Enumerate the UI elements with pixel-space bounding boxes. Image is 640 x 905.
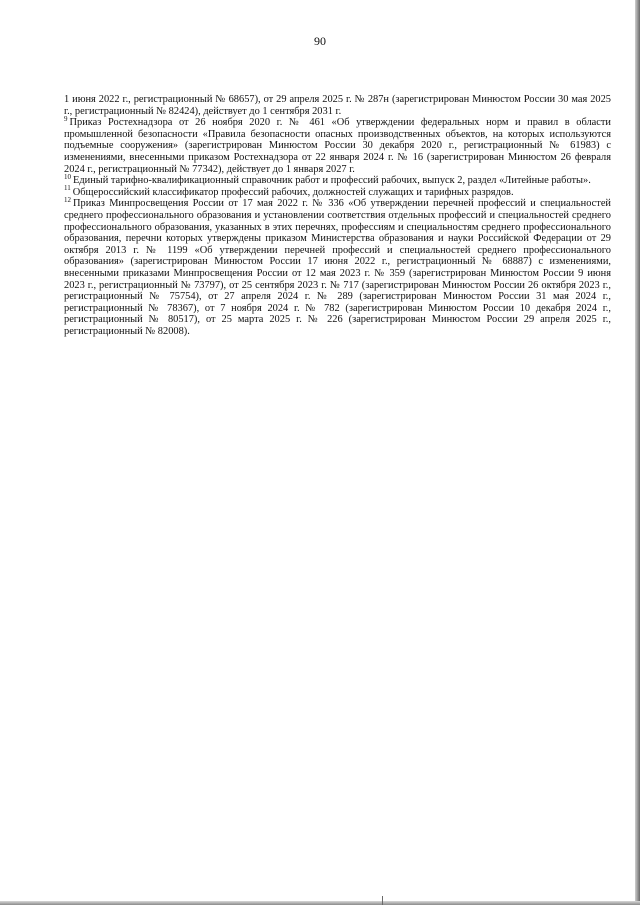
scan-bottom-edge — [0, 901, 640, 905]
footnote-12 — [64, 195, 611, 337]
footnote-text: Общероссийский классификатор профессий рабочих, должностей служащих и тарифных разрядов. — [72, 186, 514, 198]
footnote-text: 1 июня 2022 г., регистрационный № 68657), от 29 апреля 2025 г. № 287н (зарегистрирован Минюстом России 30 мая 2025 г., регистрационный № 82424), действует до 1 сентября 2031 г. — [64, 94, 611, 117]
footnote-11 — [64, 184, 611, 199]
footnote-marker: 9 — [64, 114, 68, 123]
scan-right-edge — [635, 0, 640, 905]
footnote-continuation — [64, 94, 611, 117]
footnote-text: Единый тарифно-квалификационный справочник работ и профессий рабочих, выпуск 2, раздел «Литейные работы». — [73, 175, 591, 187]
footnote-text: Приказ Ростехнадзора от 26 ноября 2020 г. № 461 «Об утверждении федеральных норм и правил в области промышленной безопасности «Правила безопасности опасных производственных объектов, на которых используются подъемные сооружения» (зарегистрирован Минюстом России 30 декабря 2020 г., регистрационный № 61983) с изменениями, внесенными приказом Ростехнадзора от 22 января 2024 г. № 16 (зарегистрирован Минюстом 26 февраля 2024 г., регистрационный № 77342), действует до 1 января 2027 г. — [64, 117, 611, 175]
footnote-9 — [64, 114, 611, 175]
footnote-10 — [64, 172, 611, 187]
footnote-marker: 11 — [64, 184, 71, 193]
scan-edge-mark — [382, 896, 383, 905]
footnote-text: Приказ Минпросвещения России от 17 мая 2022 г. № 336 «Об утверждении перечней профессий и специальностей среднего профессионального образования и установлении соответствия отдельных профессий и специальностей среднего профессионального образования, указанных в этих перечнях, профессиям и специальностям среднего профессионального образования, перечни которых утверждены приказом Министерства образования и науки Российской Федерации от 29 октября 2013 г. № 1199 «Об утверждении перечней профессий и специальностей среднего профессионального образования» (зарегистрирован Минюстом России 17 июня 2022 г., регистрационный № 68887) с изменениями, внесенными приказами Минпросвещения России от 12 мая 2023 г. № 359 (зарегистрирован Минюстом России 9 июня 2023 г., регистрационный № 73797), от 25 сентября 2023 г. № 717 (зарегистрирован Минюстом России 26 октября 2023 г., регистрационный № 75754), от 27 апреля 2024 г. № 289 (зарегистрирован Минюстом России 31 мая 2024 г., регистрационный № 78367), от 7 ноября 2024 г. № 782 (зарегистрирован Минюстом России 10 декабря 2024 г., регистрационный № 80517), от 25 марта 2025 г. № 226 (зарегистрирован Минюстом России 29 апреля 2025 г., регистрационный № 82008). — [64, 198, 611, 337]
footnotes-section — [64, 94, 611, 337]
page-number: 90 — [314, 34, 326, 48]
footnote-marker: 12 — [64, 195, 71, 204]
footnote-marker: 10 — [64, 172, 71, 181]
